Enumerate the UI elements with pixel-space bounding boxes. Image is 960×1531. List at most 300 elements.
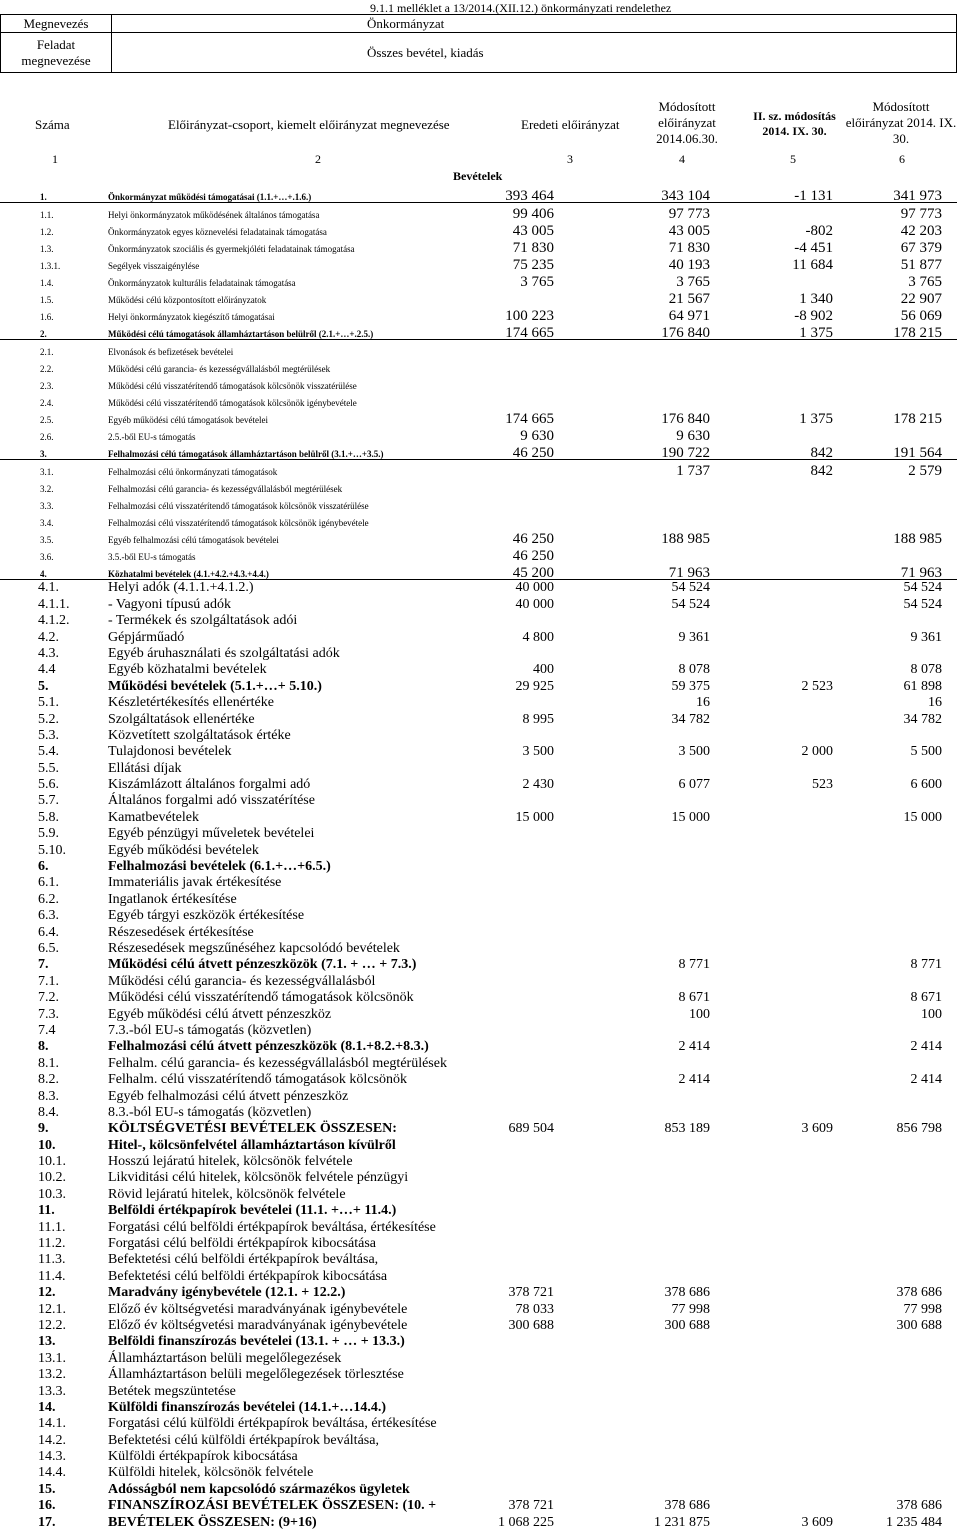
header-table	[0, 14, 957, 88]
row-number: 12.	[38, 1285, 56, 1301]
row-number: 5.8.	[38, 809, 59, 825]
modified-appropriation-june: 6 077	[678, 777, 710, 793]
table-row	[0, 340, 957, 357]
table-row	[0, 545, 957, 562]
original-appropriation: 300 688	[508, 1317, 554, 1333]
row-number: 1.5.	[40, 295, 54, 305]
modified-appropriation-sept: 2 579	[908, 463, 942, 479]
table-row	[0, 957, 957, 973]
table-row	[0, 1121, 957, 1137]
row-label: Működési célú garancia- és kezességvállalásból	[108, 973, 376, 989]
row-label: Tulajdonosi bevételek	[108, 744, 232, 760]
original-appropriation: 2 430	[522, 777, 554, 793]
table-row	[0, 1514, 957, 1530]
row-number: 13.	[38, 1334, 56, 1350]
col-number: 3	[567, 152, 573, 166]
row-number: 7.1.	[38, 973, 59, 989]
modified-appropriation-sept: 8 671	[910, 990, 942, 1006]
row-label: Önkormányzatok kulturális feladatainak támogatása	[108, 278, 296, 288]
original-appropriation: 4 800	[522, 629, 554, 645]
table-row	[0, 1400, 957, 1416]
table-row	[0, 1219, 957, 1235]
row-label: Általános forgalmi adó visszatérítése	[108, 793, 315, 809]
table-row	[0, 1203, 957, 1219]
row-label: Kamatbevételek	[108, 809, 199, 825]
table-row	[0, 254, 957, 271]
table-row	[0, 941, 957, 957]
table-row	[0, 629, 957, 645]
row-label: Belföldi értékpapírok bevételei (11.1. +…+ 11.4.)	[108, 1203, 397, 1219]
row-label: Befektetési célú belföldi értékpapírok kibocsátása	[108, 1268, 388, 1284]
table-row	[0, 408, 957, 425]
table-row	[0, 357, 957, 374]
row-number: 6.5.	[38, 940, 59, 956]
table-row	[0, 1023, 957, 1039]
modified-appropriation-june: 71 963	[668, 565, 710, 581]
col-header-1: Száma	[35, 117, 70, 132]
row-number: 7.	[38, 957, 49, 973]
table-row	[0, 1432, 957, 1448]
modified-appropriation-june: 40 193	[668, 257, 710, 273]
row-label: Forgatási célú külföldi értékpapírok beváltása, értékesítése	[108, 1416, 437, 1432]
original-appropriation: 393 464	[505, 188, 554, 204]
table-row	[0, 374, 957, 391]
modified-appropriation-june: 9 361	[678, 629, 710, 645]
table-row	[0, 1416, 957, 1432]
col-number: 1	[52, 152, 58, 166]
row-number: 3.1.	[40, 467, 54, 477]
table-row	[0, 305, 957, 322]
table-row	[0, 662, 957, 678]
modified-appropriation-june: 8 671	[678, 990, 710, 1006]
row-label: Külföldi finanszírozás bevételei (14.1.+…14.4.)	[108, 1399, 386, 1415]
modified-appropriation-sept: 54 524	[903, 580, 942, 596]
table-row	[0, 1481, 957, 1497]
row-number: 11.	[38, 1203, 55, 1219]
modification-amount: 1 375	[799, 411, 833, 427]
original-appropriation: 3 500	[522, 744, 554, 760]
row-number: 6.4.	[38, 924, 59, 940]
row-number: 5.3.	[38, 727, 59, 743]
modified-appropriation-june: 188 985	[661, 531, 710, 547]
row-label: Felhalm. célú visszatérítendő támogatások kölcsönök	[108, 1072, 407, 1088]
modified-appropriation-sept: 5 500	[910, 744, 942, 760]
original-appropriation: 45 200	[512, 565, 554, 581]
modified-appropriation-sept: 6 600	[910, 777, 942, 793]
original-appropriation: 40 000	[515, 596, 554, 612]
row-label: Helyi adók (4.1.1.+4.1.2.)	[108, 580, 254, 596]
row-number: 4.3.	[38, 645, 59, 661]
row-label: Rövid lejáratú hitelek, kölcsönök felvétele	[108, 1186, 346, 1202]
modified-appropriation-sept: 188 985	[893, 531, 942, 547]
modified-appropriation-june: 97 773	[668, 206, 710, 222]
table-row	[0, 990, 957, 1006]
original-appropriation: 3 765	[520, 274, 554, 290]
row-number: 13.1.	[38, 1350, 66, 1366]
modified-appropriation-sept: 77 998	[903, 1301, 942, 1317]
table-row	[0, 1334, 957, 1350]
modified-appropriation-june: 34 782	[671, 711, 710, 727]
table-row	[0, 271, 957, 288]
row-label: Előző év költségvetési maradványának igénybevétele	[108, 1301, 408, 1317]
table-row	[0, 1383, 957, 1399]
row-label: Kiszámlázott általános forgalmi adó	[108, 777, 311, 793]
modified-appropriation-sept: 1 235 484	[886, 1514, 942, 1530]
row-label: Elvonások és befizetések bevételei	[108, 347, 234, 357]
table-row	[0, 695, 957, 711]
table-row	[0, 859, 957, 875]
original-appropriation: 174 665	[505, 411, 554, 427]
row-label: Egyéb tárgyi eszközök értékesítése	[108, 908, 305, 924]
table-row	[0, 973, 957, 989]
row-number: 10.3.	[38, 1186, 66, 1202]
original-appropriation: 71 830	[512, 240, 554, 256]
original-appropriation: 100 223	[505, 308, 554, 324]
value-task: Összes bevétel, kiadás	[112, 33, 957, 73]
table-row	[0, 1137, 957, 1153]
row-number: 9.	[38, 1121, 49, 1137]
original-appropriation: 46 250	[512, 548, 554, 564]
row-label: Ellátási díjak	[108, 760, 182, 776]
row-label: Államháztartáson belüli megelőlegezések törlesztése	[108, 1367, 404, 1383]
row-number: 6.3.	[38, 908, 59, 924]
modified-appropriation-june: 1 737	[676, 463, 710, 479]
modified-appropriation-sept: 97 773	[900, 206, 942, 222]
row-label: Egyéb felhalmozási célú átvett pénzeszköz	[108, 1088, 349, 1104]
row-label: Államháztartáson belüli megelőlegezések	[108, 1350, 342, 1366]
table-row	[0, 562, 957, 580]
row-label: Likviditási célú hitelek, kölcsönök felvétele pénzügyi	[108, 1170, 409, 1186]
row-number: 5.10.	[38, 842, 66, 858]
modified-appropriation-sept: 300 688	[896, 1317, 942, 1333]
modified-appropriation-sept: 15 000	[903, 809, 942, 825]
row-number: 14.4.	[38, 1465, 66, 1481]
row-label: Működési célú átvett pénzeszközök (7.1. + … + 7.3.)	[108, 957, 417, 973]
row-label: Egyéb működési célú átvett pénzeszköz	[108, 1006, 332, 1022]
col-header-2: Előirányzat-csoport, kiemelt előirányzat megnevezése	[168, 117, 450, 132]
row-number: 8.	[38, 1039, 49, 1055]
modified-appropriation-june: 343 104	[661, 188, 710, 204]
row-number: 7.2.	[38, 990, 59, 1006]
row-label: Egyéb pénzügyi műveletek bevételei	[108, 826, 315, 842]
original-appropriation: 174 665	[505, 325, 554, 341]
table-row	[0, 875, 957, 891]
modified-appropriation-sept: 341 973	[893, 188, 942, 204]
modified-appropriation-sept: 8 771	[910, 957, 942, 973]
table-row	[0, 1088, 957, 1104]
table-row	[0, 1268, 957, 1284]
table-row	[0, 1072, 957, 1088]
row-number: 4.1.2.	[38, 613, 70, 629]
original-appropriation: 15 000	[515, 809, 554, 825]
row-label: Külföldi értékpapírok kibocsátása	[108, 1449, 298, 1465]
row-label: Felhalmozási célú önkormányzati támogatások	[108, 467, 278, 477]
row-label: Felhalm. célú garancia- és kezességvállalásból megtérülések	[108, 1055, 447, 1071]
modified-appropriation-june: 378 686	[664, 1285, 710, 1301]
table-row	[0, 1186, 957, 1202]
row-number: 11.1.	[38, 1219, 66, 1235]
row-label: 7.3.-ból EU-s támogatás (közvetlen)	[108, 1022, 312, 1038]
modified-appropriation-june: 54 524	[671, 580, 710, 596]
row-number: 2.	[40, 329, 47, 339]
original-appropriation: 46 250	[512, 445, 554, 461]
original-appropriation: 78 033	[515, 1301, 554, 1317]
modified-appropriation-june: 176 840	[661, 325, 710, 341]
table-row	[0, 1449, 957, 1465]
row-label: Működési célú visszatérítendő támogatások kölcsönök visszatérülése	[108, 381, 357, 391]
row-label: Készletértékesítés ellenértéke	[108, 695, 274, 711]
table-row	[0, 288, 957, 305]
row-label: Szolgáltatások ellenértéke	[108, 711, 255, 727]
modified-appropriation-june: 2 414	[678, 1072, 710, 1088]
table-row	[0, 613, 957, 629]
modified-appropriation-sept: 9 361	[910, 629, 942, 645]
original-appropriation: 40 000	[515, 580, 554, 596]
modified-appropriation-june: 176 840	[661, 411, 710, 427]
table-row	[0, 842, 957, 858]
row-number: 10.	[38, 1137, 56, 1153]
modified-appropriation-june: 71 830	[668, 240, 710, 256]
col-header-6: Módosított előirányzat 2014. IX. 30.	[845, 99, 957, 146]
table-row	[0, 511, 957, 528]
modification-amount: 1 375	[799, 325, 833, 341]
table-row	[0, 809, 957, 825]
row-label: Egyéb működési bevételek	[108, 842, 259, 858]
modification-amount: 11 684	[792, 257, 833, 273]
table-row	[0, 711, 957, 727]
modified-appropriation-sept: 56 069	[900, 308, 942, 324]
modification-amount: -802	[805, 223, 833, 239]
table-row	[0, 580, 957, 596]
row-number: 6.	[38, 859, 49, 875]
table-row	[0, 220, 957, 237]
row-number: 4.4	[38, 662, 56, 678]
row-number: 2.6.	[40, 432, 54, 442]
row-number: 2.4.	[40, 398, 54, 408]
modification-amount: 3 609	[801, 1121, 833, 1137]
row-number: 2.3.	[40, 381, 54, 391]
label-task: Feladat megnevezése	[1, 33, 112, 73]
row-number: 11.4.	[38, 1268, 66, 1284]
row-number: 3.5.	[40, 535, 54, 545]
row-number: 3.	[40, 449, 47, 459]
col-header-4: Módosított előirányzat 2014.06.30.	[656, 99, 718, 146]
row-number: 14.3.	[38, 1449, 66, 1465]
modified-appropriation-june: 21 567	[668, 291, 710, 307]
modification-amount: 842	[810, 463, 833, 479]
modified-appropriation-sept: 42 203	[900, 223, 942, 239]
modification-amount: 842	[810, 445, 833, 461]
row-label: Közhatalmi bevételek (4.1.+4.2.+4.3.+4.4.)	[108, 569, 269, 579]
modified-appropriation-sept: 191 564	[893, 445, 942, 461]
modified-appropriation-june: 2 414	[678, 1039, 710, 1055]
row-label: Forgatási célú belföldi értékpapírok kibocsátása	[108, 1236, 376, 1252]
row-number: 6.2.	[38, 891, 59, 907]
table-row	[0, 477, 957, 494]
table-row	[0, 1301, 957, 1317]
row-label: Működési célú támogatások államháztartáson belülről (2.1.+…+.2.5.)	[108, 329, 374, 339]
table-row	[0, 322, 957, 340]
row-number: 3.4.	[40, 518, 54, 528]
col-number: 5	[790, 152, 796, 166]
table-row	[0, 185, 957, 203]
row-label: Maradvány igénybevétele (12.1. + 12.2.)	[108, 1285, 346, 1301]
modified-appropriation-june: 16	[696, 695, 710, 711]
modified-appropriation-june: 300 688	[664, 1317, 710, 1333]
table-row	[0, 760, 957, 776]
modification-amount: 3 609	[801, 1514, 833, 1530]
original-appropriation: 1 068 225	[498, 1514, 554, 1530]
row-number: 12.1.	[38, 1301, 66, 1317]
row-number: 5.1.	[38, 695, 59, 711]
table-row	[0, 442, 957, 460]
table-row	[0, 1170, 957, 1186]
table-row	[0, 1350, 957, 1366]
modified-appropriation-sept: 2 414	[910, 1072, 942, 1088]
row-label: Működési célú központosított előirányzatok	[108, 295, 267, 305]
row-number: 1.4.	[40, 278, 54, 288]
row-label: Egyéb közhatalmi bevételek	[108, 662, 267, 678]
modified-appropriation-june: 1 231 875	[654, 1514, 710, 1530]
original-appropriation: 75 235	[512, 257, 554, 273]
original-appropriation: 378 721	[508, 1498, 554, 1514]
original-appropriation: 689 504	[508, 1121, 554, 1137]
modified-appropriation-june: 54 524	[671, 596, 710, 612]
row-label: Működési célú visszatérítendő támogatások kölcsönök	[108, 990, 414, 1006]
row-number: 1.3.	[40, 244, 54, 254]
table-row	[0, 777, 957, 793]
row-label: Külföldi hitelek, kölcsönök felvétele	[108, 1465, 314, 1481]
row-label: 3.5.-ből EU-s támogatás	[108, 552, 196, 562]
row-number: 4.1.	[38, 580, 59, 596]
row-number: 4.	[40, 569, 47, 579]
table-row	[0, 391, 957, 408]
column-headers	[0, 95, 957, 155]
table-row	[0, 1055, 957, 1071]
row-label: 2.5.-ből EU-s támogatás	[108, 432, 196, 442]
row-number: 8.1.	[38, 1055, 59, 1071]
row-label: 8.3.-ból EU-s támogatás (közvetlen)	[108, 1104, 312, 1120]
modified-appropriation-june: 3 765	[676, 274, 710, 290]
row-number: 8.4.	[38, 1104, 59, 1120]
table-row	[0, 1367, 957, 1383]
table-row	[0, 891, 957, 907]
row-number: 13.2.	[38, 1367, 66, 1383]
table-row	[0, 1236, 957, 1252]
row-number: 5.5.	[38, 760, 59, 776]
row-label: FINANSZÍROZÁSI BEVÉTELEK ÖSSZESEN: (10. +	[108, 1498, 437, 1514]
modified-appropriation-june: 8 078	[678, 662, 710, 678]
modified-appropriation-sept: 16	[928, 695, 942, 711]
section-title: Bevételek	[453, 169, 503, 183]
row-label: Ingatlanok értékesítése	[108, 891, 237, 907]
row-number: 8.3.	[38, 1088, 59, 1104]
row-label: Egyéb felhalmozási célú támogatások bevételei	[108, 535, 279, 545]
table-row	[0, 425, 957, 442]
row-number: 1.	[40, 192, 47, 202]
modified-appropriation-sept: 8 078	[910, 662, 942, 678]
row-number: 2.5.	[40, 415, 54, 425]
modification-amount: 523	[812, 777, 833, 793]
row-label: Helyi önkormányzatok kiegészítő támogatásai	[108, 312, 275, 322]
modification-amount: 2 000	[801, 744, 833, 760]
label-name: Megnevezés	[1, 15, 112, 33]
row-label: Egyéb áruhasználati és szolgáltatási adók	[108, 645, 340, 661]
modified-appropriation-june: 77 998	[671, 1301, 710, 1317]
row-number: 5.2.	[38, 711, 59, 727]
modified-appropriation-sept: 2 414	[910, 1039, 942, 1055]
modified-appropriation-sept: 67 379	[900, 240, 942, 256]
modified-appropriation-sept: 22 907	[900, 291, 942, 307]
modified-appropriation-sept: 178 215	[893, 411, 942, 427]
row-number: 1.1.	[40, 210, 54, 220]
row-number: 13.3.	[38, 1383, 66, 1399]
table-row	[0, 596, 957, 612]
row-label: Helyi önkormányzatok működésének általános támogatása	[108, 210, 320, 220]
row-label: Önkormányzat működési támogatásai (1.1.+…+.1.6.)	[108, 192, 312, 202]
table-row	[0, 1105, 957, 1121]
modified-appropriation-sept: 378 686	[896, 1285, 942, 1301]
original-appropriation: 400	[533, 662, 554, 678]
row-number: 5.6.	[38, 777, 59, 793]
row-label: Felhalmozási célú visszatérítendő támogatások kölcsönök visszatérülése	[108, 501, 369, 511]
table-row	[0, 203, 957, 220]
modified-appropriation-june: 59 375	[671, 678, 710, 694]
modification-amount: 1 340	[799, 291, 833, 307]
row-label: Működési célú visszatérítendő támogatások kölcsönök igénybevétele	[108, 398, 357, 408]
table-row	[0, 826, 957, 842]
revenue-rows	[0, 185, 957, 1531]
modified-appropriation-sept: 71 963	[900, 565, 942, 581]
modified-appropriation-june: 9 630	[676, 428, 710, 444]
row-label: Segélyek visszaigénylése	[108, 261, 200, 271]
row-label: Befektetési célú belföldi értékpapírok beváltása,	[108, 1252, 379, 1268]
modified-appropriation-sept: 51 877	[900, 257, 942, 273]
table-row	[0, 1252, 957, 1268]
row-number: 15.	[38, 1481, 56, 1497]
modification-amount: -1 131	[794, 188, 833, 204]
row-label: Felhalmozási célú garancia- és kezességvállalásból megtérülések	[108, 484, 343, 494]
table-row	[0, 1498, 957, 1514]
row-label: - Termékek és szolgáltatások adói	[108, 613, 298, 629]
modified-appropriation-sept: 34 782	[903, 711, 942, 727]
row-label: Működési bevételek (5.1.+…+ 5.10.)	[108, 678, 322, 694]
col-number: 6	[899, 152, 905, 166]
row-number: 4.2.	[38, 629, 59, 645]
value-name: Önkormányzat	[112, 15, 957, 33]
row-number: 14.	[38, 1399, 56, 1415]
row-number: 16.	[38, 1498, 56, 1514]
row-number: 3.2.	[40, 484, 54, 494]
row-number: 1.2.	[40, 227, 54, 237]
row-label: KÖLTSÉGVETÉSI BEVÉTELEK ÖSSZESEN:	[108, 1121, 397, 1137]
table-row	[0, 924, 957, 940]
row-label: Felhalmozási célú támogatások államháztartáson belülről (3.1.+…+3.5.)	[108, 449, 384, 459]
modified-appropriation-sept: 54 524	[903, 596, 942, 612]
modified-appropriation-june: 378 686	[664, 1498, 710, 1514]
table-row	[0, 528, 957, 545]
modified-appropriation-june: 100	[689, 1006, 710, 1022]
table-row	[0, 908, 957, 924]
row-label: BEVÉTELEK ÖSSZESEN: (9+16)	[108, 1514, 317, 1530]
modified-appropriation-june: 15 000	[671, 809, 710, 825]
row-label: Önkormányzatok egyes köznevelési feladatainak támogatása	[108, 227, 327, 237]
row-label: Közvetített szolgáltatások értéke	[108, 727, 291, 743]
row-label: - Vagyoni típusú adók	[108, 596, 232, 612]
row-number: 11.3.	[38, 1252, 66, 1268]
row-number: 10.2.	[38, 1170, 66, 1186]
original-appropriation: 8 995	[522, 711, 554, 727]
